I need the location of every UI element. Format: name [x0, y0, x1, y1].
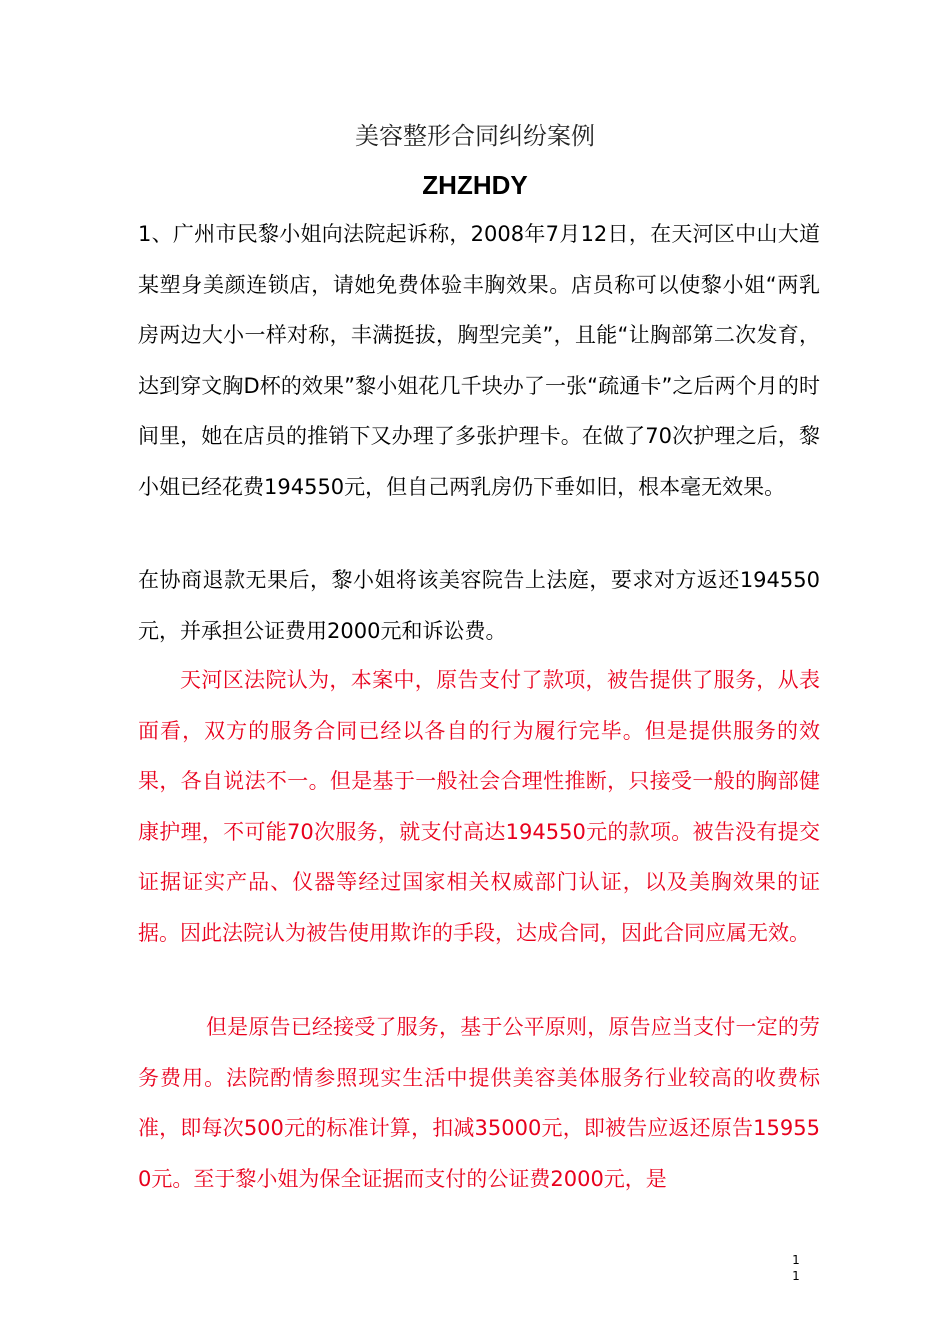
paragraph-court-opinion: 天河区法院认为，本案中，原告支付了款项，被告提供了服务，从表面看，双方的服务合同已经以各自的行为履行完毕。但是提供服务的效果，各自说法不一。但是基于一般社会合理性推断，只接受一般的胸部健康护理，不可能70次服务，就支付高达194550元的款项。被告没有提交证据证实产品、仪器等经过国家相关权威部门认证，以及美胸效果的证据。因此法院认为被告使用欺诈的手段，达成合同，因此合同应属无效。: [138, 668, 820, 945]
page-number-current: 1: [792, 1253, 800, 1267]
paragraph-case-facts: 1、广州市民黎小姐向法院起诉称，2008年7月12日，在天河区中山大道某塑身美颜连锁店，请她免费体验丰胸效果。店员称可以使黎小姐“两乳房两边大小一样对称，丰满挺拔，胸型完美”，且能“让胸部第二次发育，达到穿文胸D杯的效果”黎小姐花几千块办了一张“疏通卡”之后两个月的时间里，她在店员的推销下又办理了多张护理卡。在做了70次护理之后，黎小姐已经花费194550元，但自己两乳房仍下垂如旧，根本毫无效果。: [138, 222, 820, 499]
paragraph-lawsuit-claim: 在协商退款无果后，黎小姐将该美容院告上法庭，要求对方返还194550元，并承担公证费用2000元和诉讼费。: [138, 568, 820, 643]
document-subtitle: ZHZHDY: [422, 170, 528, 200]
page-number: [790, 1252, 802, 1284]
page-number-total: 1: [792, 1269, 800, 1283]
document-title: 美容整形合同纠纷案例: [355, 122, 595, 150]
paragraph-court-ruling: 但是原告已经接受了服务，基于公平原则，原告应当支付一定的劳务费用。法院酌情参照现实生活中提供美容美体服务行业较高的收费标准，即每次500元的标准计算，扣减35000元，即被告应返还原告159550元。至于黎小姐为保全证据而支付的公证费2000元，是: [138, 1015, 820, 1191]
